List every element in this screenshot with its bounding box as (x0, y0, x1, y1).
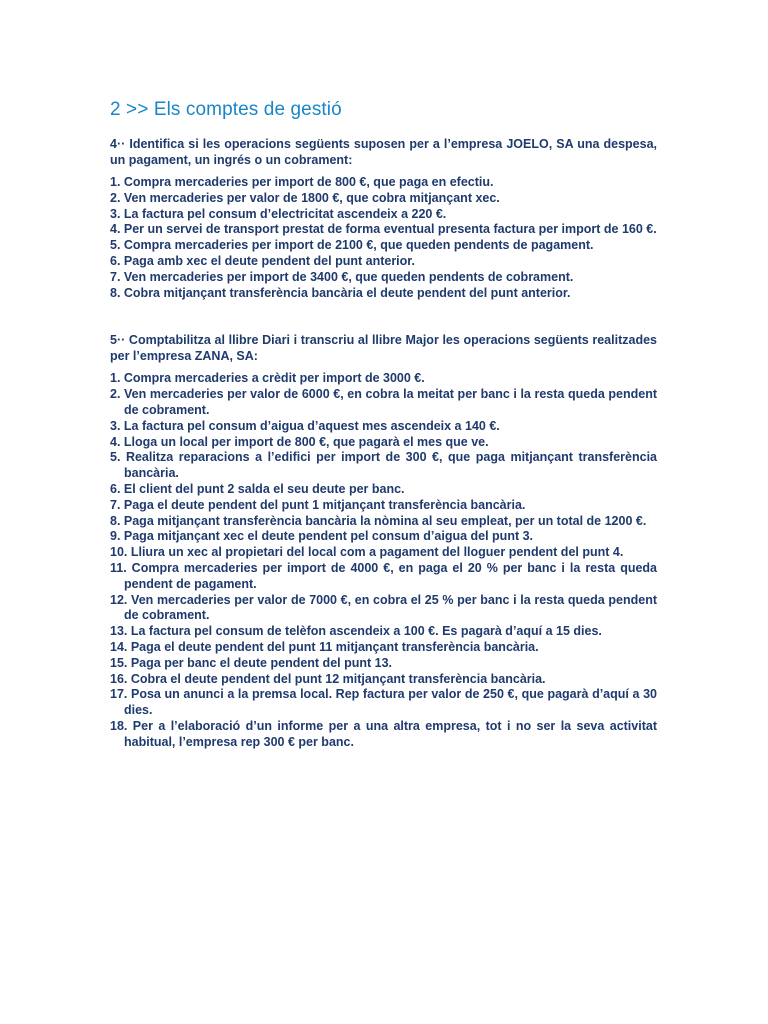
document-page (110, 96, 657, 751)
list-item: 13. La factura pel consum de telèfon ascendeix a 100 €. Es pagarà d’aquí a 15 dies. (110, 624, 602, 639)
exercise-4-list (110, 175, 657, 301)
list-item: 1. Compra mercaderies a crèdit per import de 3000 €. (110, 371, 425, 386)
list-item: 2. Ven mercaderies per valor de 1800 €, que cobra mitjançant xec. (110, 190, 500, 205)
list-item: 12. Ven mercaderies per valor de 7000 €, en cobra el 25 % per banc i la resta queda pendent de cobrament. (110, 592, 657, 623)
list-item: 10. Lliura un xec al propietari del local com a pagament del lloguer pendent del punt 4. (110, 545, 624, 560)
list-item: 7. Ven mercaderies per import de 3400 €, que queden pendents de cobrament. (110, 269, 574, 284)
list-item: 2. Ven mercaderies per valor de 6000 €, en cobra la meitat per banc i la resta queda pendent de cobrament. (110, 387, 657, 417)
list-item: 7. Paga el deute pendent del punt 1 mitjançant transferència bancària. (110, 497, 526, 512)
section-heading: 2 >> Els comptes de gestió (110, 99, 342, 120)
list-item: 18. Per a l’elaboració d’un informe per a una altra empresa, tot i no ser la seva activitat habitual, l’empresa rep 300 € per banc. (110, 718, 657, 749)
list-item: 5. Compra mercaderies per import de 2100 €, que queden pendents de pagament. (110, 238, 594, 253)
exercise-5-list (110, 371, 657, 750)
list-item: 8. Paga mitjançant transferència bancària la nòmina al seu empleat, per un total de 1200 €. (110, 513, 647, 528)
list-item: 4. Lloga un local per import de 800 €, que pagarà el mes que ve. (110, 434, 489, 449)
list-item: 14. Paga el deute pendent del punt 11 mitjançant transferència bancària. (110, 639, 539, 654)
exercise-4-intro: 4·· Identifica si les operacions següents suposen per a l’empresa JOELO, SA una despesa, un pagament, un ingrés o un cobrament: (110, 137, 657, 167)
list-item: 5. Realitza reparacions a l’edifici per import de 300 €, que paga mitjançant transferència bancària. (110, 450, 657, 481)
list-item: 16. Cobra el deute pendent del punt 12 mitjançant transferència bancària. (110, 671, 546, 686)
list-item: 4. Per un servei de transport prestat de forma eventual presenta factura per import de 160 €. (110, 222, 657, 237)
list-item: 8. Cobra mitjançant transferència bancària el deute pendent del punt anterior. (110, 285, 571, 300)
list-item: 6. El client del punt 2 salda el seu deute per banc. (110, 481, 405, 496)
exercise-4 (110, 136, 657, 301)
exercise-5-intro: 5·· Comptabilitza al llibre Diari i transcriu al llibre Major les operacions següents realitzades per l’empresa ZANA, SA: (110, 333, 657, 364)
list-item: 17. Posa un anunci a la premsa local. Rep factura per valor de 250 €, que pagarà d’aquí a 30 dies. (110, 687, 657, 718)
list-item: 15. Paga per banc el deute pendent del punt 13. (110, 655, 393, 670)
list-item: 6. Paga amb xec el deute pendent del punt anterior. (110, 253, 415, 268)
list-item: 11. Compra mercaderies per import de 4000 €, en paga el 20 % per banc i la resta queda pendent de pagament. (110, 560, 657, 591)
list-item: 9. Paga mitjançant xec el deute pendent pel consum d’aigua del punt 3. (110, 529, 534, 544)
list-item: 1. Compra mercaderies per import de 800 €, que paga en efectiu. (110, 175, 494, 189)
list-item: 3. La factura pel consum d’aigua d’aquest mes ascendeix a 140 €. (110, 418, 500, 433)
list-item: 3. La factura pel consum d’electricitat ascendeix a 220 €. (110, 206, 447, 221)
exercise-5 (110, 332, 657, 750)
